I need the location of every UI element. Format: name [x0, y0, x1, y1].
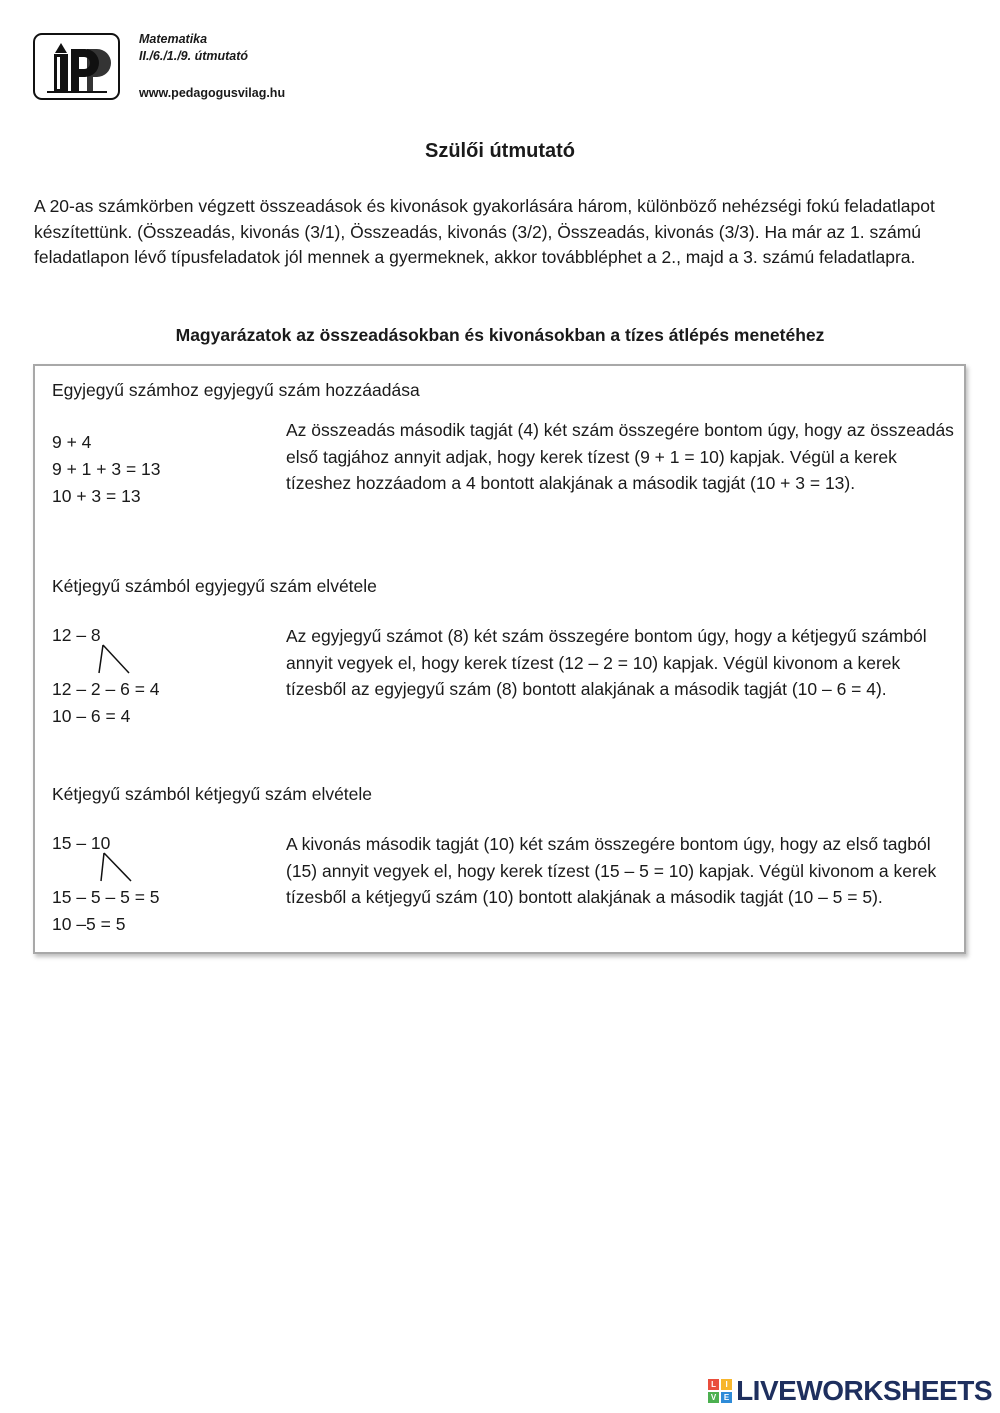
split-branch-icon — [98, 851, 138, 885]
equation-line: 10 –5 = 5 — [52, 914, 126, 934]
document-meta — [139, 31, 285, 102]
equation-line: 12 – 8 — [52, 625, 101, 645]
document-code: II./6./1./9. útmutató — [139, 49, 249, 63]
section-heading: Magyarázatok az összeadásokban és kivonásokban a tízes átlépés menetéhez — [175, 325, 825, 345]
brand-name: LIVEWORKSHEETS — [736, 1375, 992, 1406]
website-link[interactable]: www.pedagogusvilag.hu — [139, 86, 286, 100]
brand-squares-icon: L I V E — [708, 1379, 732, 1403]
equation-line: 9 + 4 — [52, 432, 92, 452]
liveworksheets-brand[interactable] — [708, 1375, 992, 1407]
block-title-subtract-one-digit: Kétjegyű számból egyjegyű szám elvétele — [52, 576, 377, 596]
page-title: Szülői útmutató — [425, 140, 575, 162]
equation-line: 15 – 10 — [52, 833, 111, 853]
equation-line: 9 + 1 + 3 = 13 — [52, 459, 161, 479]
subject-label: Matematika — [139, 32, 208, 46]
equation-line: 10 – 6 = 4 — [52, 706, 131, 726]
block-equations-addition — [52, 429, 161, 510]
block-title-subtract-two-digit: Kétjegyű számból kétjegyű szám elvétele — [52, 784, 373, 804]
intro-paragraph: A 20-as számkörben végzett összeadások és kivonások gyakorlására három, különböző nehézségi fokú feladatlapot készítettünk. (Összeadás, kivonás (3/1), Összeadás, kivonás (3/2), Összeadás, kivonás (3/3). Ha már az 1. számú feladatlapon lévő típusfeladatok jól mennek a gyermeknek, akkor továbbléphet a 2., majd a 3. számú feladatlapra. — [34, 196, 935, 267]
equation-line: 10 + 3 = 13 — [52, 486, 141, 506]
block-explanation-subtract-two-digit: A kivonás második tagját (10) két szám összegére bontom úgy, hogy az első tagból (15) annyit vegyek el, hogy kerek tízest (15 – 5 = 10) kapjak. Végül kivonom a kerek tízesből a kétjegyű szám (10) bontott alakjának a második tagját (10 – 5 = 5). — [286, 834, 937, 907]
block-title-addition: Egyjegyű számhoz egyjegyű szám hozzáadása — [52, 380, 420, 400]
explanation-panel — [33, 364, 966, 954]
pencil-pp-logo-icon — [41, 39, 113, 97]
equation-line: 15 – 5 – 5 = 5 — [52, 887, 160, 907]
block-explanation-addition: Az összeadás második tagját (4) két szám összegére bontom úgy, hogy az összeadás első tagjához annyit adjak, hogy kerek tízest (9 + 1 = 10) kapjak. Végül a kerek tízeshez hozzáadom a 4 bontott alakjának a második tagját (10 + 3 = 13). — [286, 420, 954, 493]
split-branch-icon — [95, 643, 135, 677]
equation-line: 12 – 2 – 6 = 4 — [52, 679, 160, 699]
publisher-logo — [33, 33, 120, 100]
block-explanation-subtract-one-digit: Az egyjegyű számot (8) két szám összegére bontom úgy, hogy a kétjegyű számból annyit vegyek el, hogy kerek tízest (12 – 2 = 10) kapjak. Végül kivonom a kerek tízesből az egyjegyű szám (8) bontott alakjának a második tagját (10 – 6 = 4). — [286, 626, 927, 699]
